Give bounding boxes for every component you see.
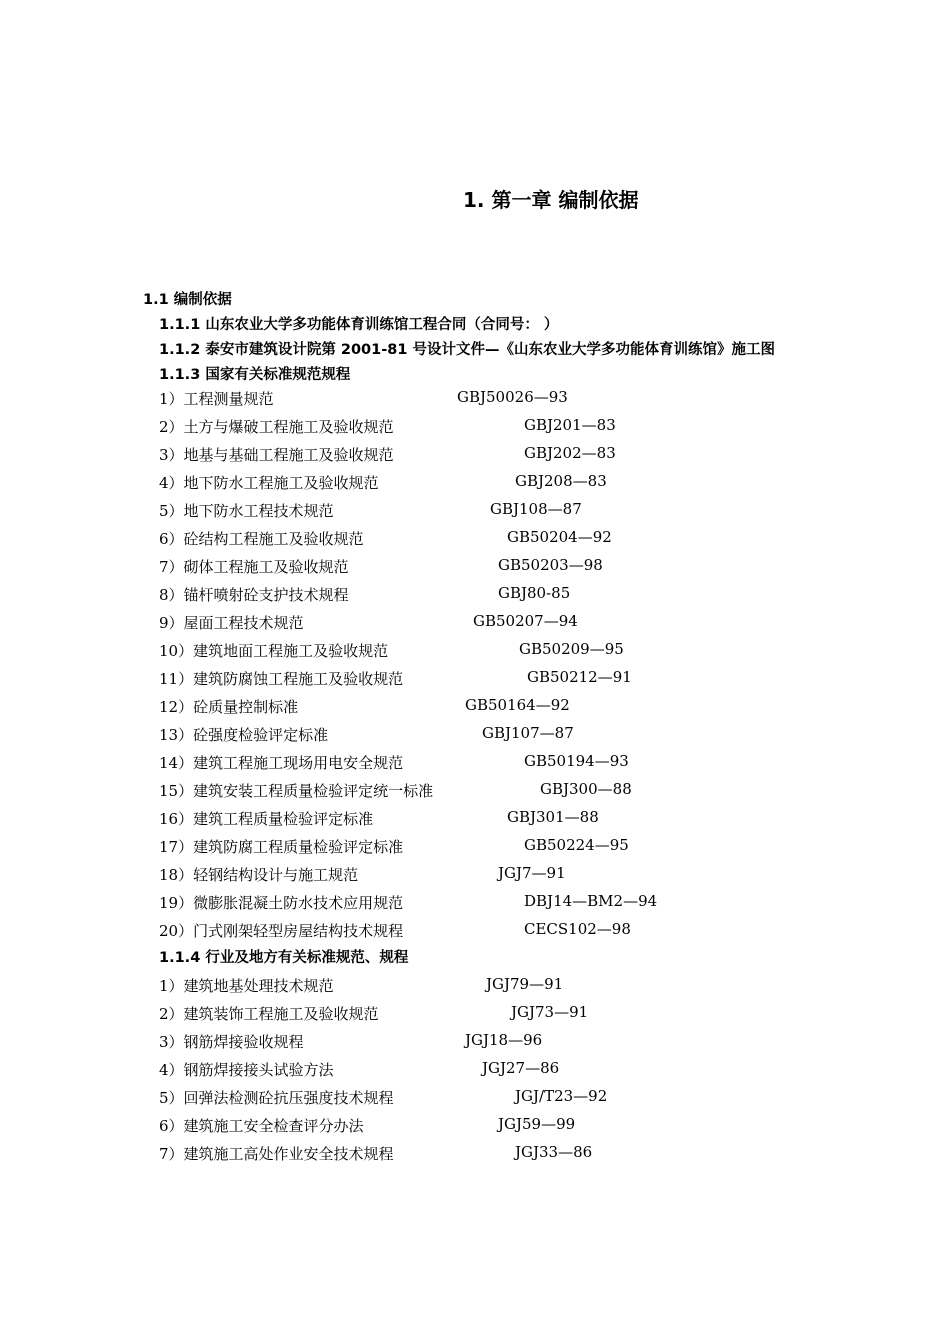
standard-code: JGJ59—99	[498, 1115, 576, 1133]
standard-name: 19）微膨胀混凝土防水技术应用规范	[159, 894, 404, 912]
standard-code: DBJ14—BM2—94	[524, 892, 658, 910]
standard-code: GBJ202—83	[524, 444, 616, 462]
standard-code: GBJ80-85	[498, 584, 571, 602]
standard-name: 6）建筑施工安全检查评分办法	[159, 1117, 364, 1135]
standard-code: JGJ73—91	[511, 1003, 589, 1021]
standard-code: GBJ50026—93	[457, 388, 568, 406]
standard-name: 17）建筑防腐工程质量检验评定标准	[159, 838, 404, 856]
standard-code: GBJ300—88	[540, 780, 632, 798]
standard-name: 18）轻钢结构设计与施工规范	[159, 866, 359, 884]
standard-code: GBJ201—83	[524, 416, 616, 434]
subsection-heading-3: 1.1.3 国家有关标准规范规程	[159, 367, 351, 383]
standard-name: 1）建筑地基处理技术规范	[159, 977, 334, 995]
standard-name: 3）钢筋焊接验收规程	[159, 1033, 304, 1051]
standard-code: GB50194—93	[524, 752, 629, 770]
standard-code: GB50207—94	[473, 612, 578, 630]
standard-name: 5）地下防水工程技术规范	[159, 502, 334, 520]
standard-code: GB50209—95	[519, 640, 624, 658]
standard-name: 15）建筑安装工程质量检验评定统一标准	[159, 782, 434, 800]
standard-code: JGJ/T23—92	[515, 1087, 608, 1105]
standard-code: GB50224—95	[524, 836, 629, 854]
chapter-title: 1. 第一章 编制依据	[463, 188, 639, 212]
standard-name: 4）钢筋焊接接头试验方法	[159, 1061, 334, 1079]
standard-name: 5）回弹法检测砼抗压强度技术规程	[159, 1089, 394, 1107]
standard-name: 7）建筑施工高处作业安全技术规程	[159, 1145, 394, 1163]
standard-code: JGJ33—86	[515, 1143, 593, 1161]
standard-code: GB50204—92	[507, 528, 612, 546]
subsection-heading-2: 1.1.2 泰安市建筑设计院第 2001-81 号设计文件—《山东农业大学多功能体育训练馆》施工图	[159, 342, 775, 358]
standard-name: 1）工程测量规范	[159, 390, 274, 408]
subsection-heading-1: 1.1.1 山东农业大学多功能体育训练馆工程合同（合同号： ）	[159, 317, 559, 333]
standard-name: 9）屋面工程技术规范	[159, 614, 304, 632]
standard-code: GB50203—98	[498, 556, 603, 574]
standard-code: JGJ79—91	[486, 975, 564, 993]
standard-name: 16）建筑工程质量检验评定标准	[159, 810, 374, 828]
standard-name: 8）锚杆喷射砼支护技术规程	[159, 586, 349, 604]
section-heading: 1.1 编制依据	[143, 292, 232, 308]
standard-code: GBJ108—87	[490, 500, 582, 518]
standard-name: 12）砼质量控制标准	[159, 698, 299, 716]
standard-name: 14）建筑工程施工现场用电安全规范	[159, 754, 404, 772]
standard-code: GB50164—92	[465, 696, 570, 714]
standard-name: 7）砌体工程施工及验收规范	[159, 558, 349, 576]
standard-code: JGJ7—91	[498, 864, 566, 882]
standard-code: JGJ18—96	[465, 1031, 543, 1049]
standard-name: 6）砼结构工程施工及验收规范	[159, 530, 364, 548]
standard-code: GBJ301—88	[507, 808, 599, 826]
standard-code: GB50212—91	[527, 668, 632, 686]
standard-code: CECS102—98	[524, 920, 631, 938]
standard-name: 20）门式刚架轻型房屋结构技术规程	[159, 922, 404, 940]
standard-code: JGJ27—86	[482, 1059, 560, 1077]
subsection-heading-4: 1.1.4 行业及地方有关标准规范、规程	[159, 950, 409, 966]
standard-name: 4）地下防水工程施工及验收规范	[159, 474, 379, 492]
standard-name: 3）地基与基础工程施工及验收规范	[159, 446, 394, 464]
standard-name: 10）建筑地面工程施工及验收规范	[159, 642, 389, 660]
standard-name: 11）建筑防腐蚀工程施工及验收规范	[159, 670, 404, 688]
standard-code: GBJ208—83	[515, 472, 607, 490]
standard-name: 2）建筑装饰工程施工及验收规范	[159, 1005, 379, 1023]
standard-code: GBJ107—87	[482, 724, 574, 742]
standard-name: 13）砼强度检验评定标准	[159, 726, 329, 744]
standard-name: 2）土方与爆破工程施工及验收规范	[159, 418, 394, 436]
